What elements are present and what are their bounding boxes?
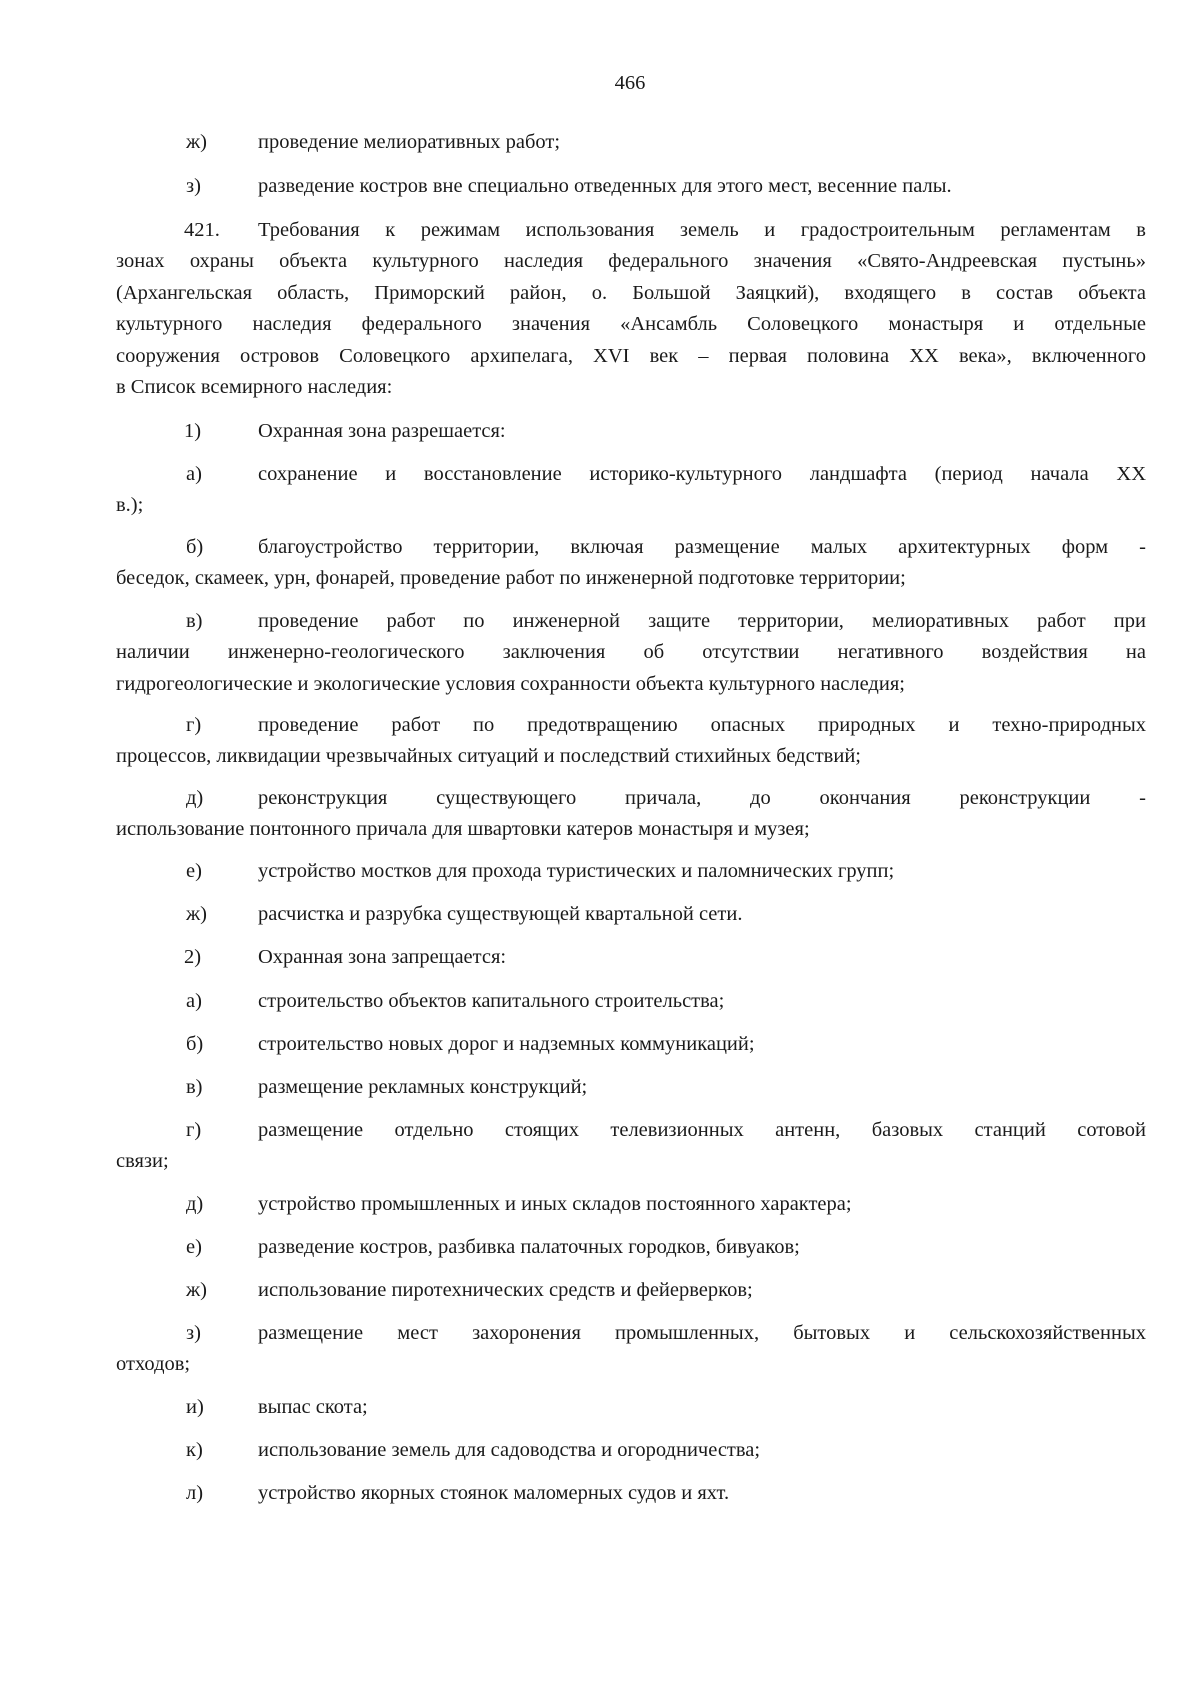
item-text: устройство промышленных и иных складов постоянного характера; bbox=[258, 1193, 852, 1215]
item-text: связи; bbox=[116, 1150, 169, 1172]
item-text: наличии инженерно-геологического заключения об отсутствии негативного воздействия на bbox=[116, 641, 1146, 663]
item-marker: г) bbox=[186, 1119, 202, 1141]
item-marker: а) bbox=[186, 990, 202, 1012]
item-marker: и) bbox=[186, 1396, 204, 1418]
section-marker: 1) bbox=[184, 420, 202, 442]
item-text: процессов, ликвидации чрезвычайных ситуаций и последствий стихийных бедствий; bbox=[116, 745, 861, 767]
item-marker: ж) bbox=[186, 903, 207, 925]
item-marker: г) bbox=[186, 714, 202, 736]
clause-line: культурного наследия федерального значения «Ансамбль Соловецкого монастыря и отдельные bbox=[116, 313, 1146, 335]
clause-line: (Архангельская область, Приморский район, о. Большой Заяцкий), входящего в состав объекта bbox=[116, 281, 1146, 304]
item-text: благоустройство территории, включая размещение малых архитектурных форм - bbox=[258, 536, 1146, 558]
item-text: строительство новых дорог и надземных коммуникаций; bbox=[258, 1033, 755, 1055]
item-marker: в) bbox=[186, 1076, 203, 1098]
item-marker: ж) bbox=[186, 131, 207, 153]
item-marker: б) bbox=[186, 1033, 204, 1055]
item-text: проведение работ по предотвращению опасных природных и техно-природных bbox=[258, 714, 1146, 736]
item-text: размещение рекламных конструкций; bbox=[258, 1076, 588, 1098]
section-title: Охранная зона запрещается: bbox=[258, 946, 507, 968]
section-title: Охранная зона разрешается: bbox=[258, 420, 506, 442]
item-text: сохранение и восстановление историко-культурного ландшафта (период начала XX bbox=[258, 463, 1146, 485]
item-marker: а) bbox=[186, 463, 202, 485]
item-text: использование земель для садоводства и огородничества; bbox=[258, 1439, 761, 1461]
item-marker: е) bbox=[186, 1236, 202, 1258]
item-text: строительство объектов капитального строительства; bbox=[258, 990, 725, 1012]
item-marker: е) bbox=[186, 860, 202, 882]
item-marker: з) bbox=[186, 1322, 201, 1344]
item-marker: ж) bbox=[186, 1279, 207, 1301]
item-marker: з) bbox=[186, 175, 201, 197]
item-text: реконструкция существующего причала, до окончания реконструкции - bbox=[258, 787, 1146, 809]
clause-line: в Список всемирного наследия: bbox=[116, 376, 393, 398]
item-text: устройство мостков для прохода туристических и паломнических групп; bbox=[258, 860, 895, 882]
item-marker: д) bbox=[186, 787, 204, 809]
item-marker: к) bbox=[186, 1439, 203, 1461]
item-text: отходов; bbox=[116, 1353, 191, 1375]
item-text: гидрогеологические и экологические условия сохранности объекта культурного наследия; bbox=[116, 672, 905, 695]
item-marker: д) bbox=[186, 1193, 204, 1215]
item-text: использование понтонного причала для швартовки катеров монастыря и музея; bbox=[116, 818, 810, 840]
item-text: устройство якорных стоянок маломерных судов и яхт. bbox=[258, 1482, 730, 1504]
item-text: разведение костров вне специально отведенных для этого мест, весенние палы. bbox=[258, 175, 952, 197]
item-text: расчистка и разрубка существующей квартальной сети. bbox=[258, 903, 743, 925]
item-marker: л) bbox=[186, 1482, 204, 1504]
item-text: беседок, скамеек, урн, фонарей, проведение работ по инженерной подготовке территории; bbox=[116, 567, 906, 589]
item-text: разведение костров, разбивка палаточных городков, бивуаков; bbox=[258, 1236, 800, 1258]
item-text: размещение отдельно стоящих телевизионных антенн, базовых станций сотовой bbox=[258, 1119, 1146, 1141]
page-number: 466 bbox=[614, 72, 646, 94]
clause-number: 421. bbox=[184, 219, 220, 241]
clause-line: зонах охраны объекта культурного наследия федерального значения «Свято-Андреевская пустынь» bbox=[116, 250, 1146, 272]
item-text: проведение работ по инженерной защите территории, мелиоративных работ при bbox=[258, 610, 1146, 632]
item-marker: в) bbox=[186, 610, 203, 632]
item-text: размещение мест захоронения промышленных, бытовых и сельскохозяйственных bbox=[258, 1322, 1146, 1344]
section-marker: 2) bbox=[184, 946, 202, 968]
item-text: в.); bbox=[116, 494, 144, 516]
clause-line: сооружения островов Соловецкого архипелага, XVI век – первая половина XX века», включенного bbox=[116, 344, 1146, 367]
item-text: использование пиротехнических средств и фейерверков; bbox=[258, 1279, 753, 1301]
item-marker: б) bbox=[186, 536, 204, 558]
clause-line: Требования к режимам использования земель и градостроительным регламентам в bbox=[258, 219, 1146, 241]
item-text: выпас скота; bbox=[258, 1396, 368, 1418]
item-text: проведение мелиоративных работ; bbox=[258, 131, 561, 153]
